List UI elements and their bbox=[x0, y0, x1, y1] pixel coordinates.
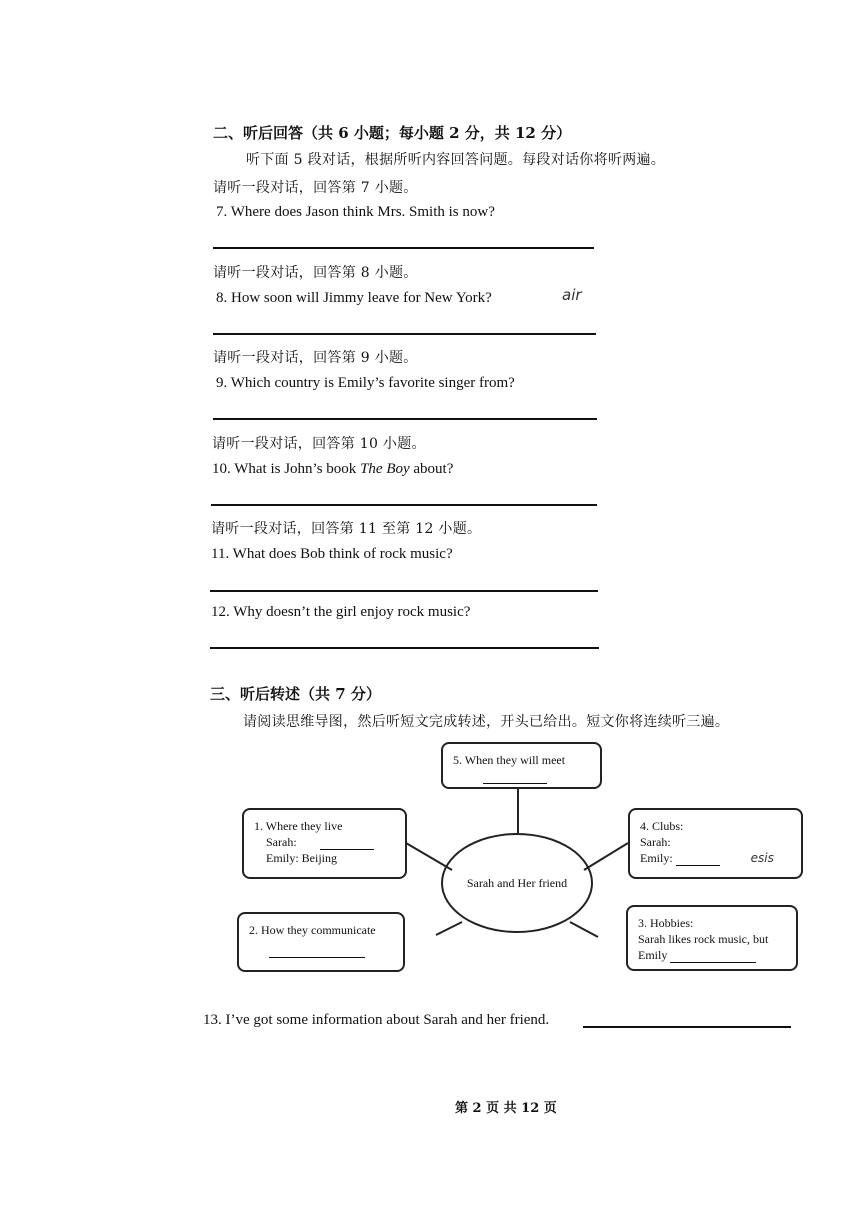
box-4-line2: Emily: bbox=[640, 851, 673, 865]
mindmap-box-2 bbox=[237, 912, 405, 972]
mindmap-box-5 bbox=[441, 742, 602, 789]
question-8: 8. How soon will Jimmy leave for New York? bbox=[216, 290, 492, 306]
box-3-blank[interactable] bbox=[670, 950, 756, 963]
question-12: 12. Why doesn’t the girl enjoy rock music? bbox=[211, 604, 471, 620]
box-2-title: 2. How they communicate bbox=[249, 923, 376, 937]
section-3-instruction: 请阅读思维导图，然后听短文完成转述，开头已给出。短文你将连续听三遍。 bbox=[243, 714, 730, 730]
question-10-text: 10. What is John’s book bbox=[212, 461, 357, 477]
box-5-title: 5. When they will meet bbox=[453, 753, 566, 767]
question-10-book-title: The Boy bbox=[360, 461, 410, 477]
box-1-line1: Sarah: bbox=[266, 835, 297, 849]
question-13: 13. I’ve got some information about Sarah and her friend. bbox=[203, 1012, 550, 1028]
prompt-q7: 请听一段对话，回答第 7 小题。 bbox=[213, 180, 418, 196]
box-4-handwriting: esis bbox=[750, 851, 774, 865]
box-3-title: 3. Hobbies: bbox=[638, 916, 694, 930]
question-11: 11. What does Bob think of rock music? bbox=[211, 546, 453, 562]
box-1-line2: Emily: Beijing bbox=[266, 851, 337, 865]
answer-line-13[interactable] bbox=[583, 1026, 791, 1028]
box-4-title: 4. Clubs: bbox=[640, 819, 684, 833]
box-5-blank[interactable] bbox=[483, 771, 547, 784]
prompt-q10: 请听一段对话，回答第 10 小题。 bbox=[212, 436, 426, 452]
question-10-suffix: about? bbox=[409, 461, 454, 477]
prompt-q8: 请听一段对话，回答第 8 小题。 bbox=[213, 265, 418, 281]
page-number: 第 2 页 共 12 页 bbox=[455, 1101, 557, 1116]
prompt-q11-12: 请听一段对话，回答第 11 至第 12 小题。 bbox=[211, 521, 482, 537]
question-9: 9. Which country is Emily’s favorite singer from? bbox=[216, 375, 515, 391]
question-7: 7. Where does Jason think Mrs. Smith is now? bbox=[216, 204, 495, 220]
mindmap-box-4 bbox=[628, 808, 803, 879]
box-4-line1: Sarah: bbox=[640, 835, 671, 849]
box-2-blank[interactable] bbox=[269, 945, 365, 958]
box-1-title: 1. Where they live bbox=[254, 819, 343, 833]
section-2-title: 二、听后回答（共 6 小题；每小题 2 分，共 12 分） bbox=[213, 124, 572, 142]
box-3-line2: Emily bbox=[638, 948, 668, 962]
mindmap-box-3 bbox=[626, 905, 798, 971]
mindmap-box-1 bbox=[242, 808, 407, 879]
box-1-blank[interactable] bbox=[320, 837, 374, 850]
section-3-title: 三、听后转述（共 7 分） bbox=[210, 685, 381, 703]
section-2-instruction: 听下面 5 段对话，根据所听内容回答问题。每段对话你将听两遍。 bbox=[246, 152, 666, 168]
box-4-blank[interactable] bbox=[676, 853, 720, 866]
mindmap-center-label: Sarah and Her friend bbox=[466, 875, 568, 890]
prompt-q9: 请听一段对话，回答第 9 小题。 bbox=[213, 350, 418, 366]
handwriting-q8: air bbox=[562, 286, 582, 304]
box-3-line1: Sarah likes rock music, but bbox=[638, 932, 769, 946]
mindmap-center bbox=[441, 833, 593, 933]
